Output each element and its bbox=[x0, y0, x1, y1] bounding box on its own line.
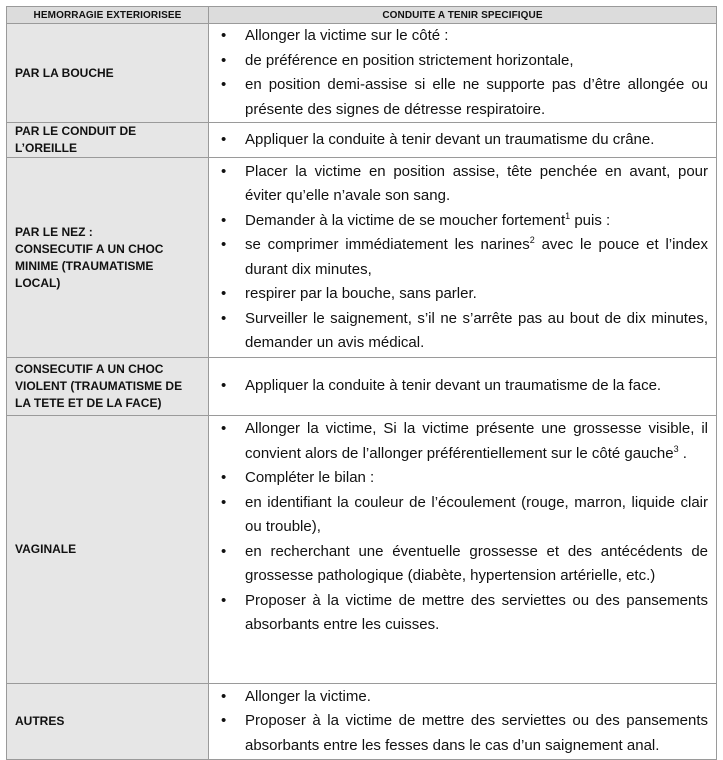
table-row bbox=[7, 416, 717, 684]
list-item: • Surveiller le saignement, s’il ne s’arrête pas au bout de dix minutes, demander un avis médical. bbox=[217, 307, 708, 356]
footnote-ref: 2 bbox=[529, 235, 535, 245]
table-row bbox=[7, 158, 717, 358]
row-label-autres: AUTRES bbox=[7, 684, 209, 760]
list-item: • Proposer à la victime de mettre des serviettes ou des pansements absorbants entre les cuisses. bbox=[217, 589, 708, 638]
list-item: • en identifiant la couleur de l’écoulement (rouge, marron, liquide clair ou trouble), bbox=[217, 491, 708, 540]
row-content-vaginale bbox=[209, 416, 717, 684]
row-content-bouche bbox=[209, 24, 717, 123]
table-row bbox=[7, 684, 717, 760]
row-content-choc-violent bbox=[209, 358, 717, 416]
row-label-oreille: PAR LE CONDUIT DE L’OREILLE bbox=[7, 123, 209, 158]
table-row bbox=[7, 24, 717, 123]
hemorrhage-table bbox=[6, 6, 717, 760]
row-label-bouche: PAR LA BOUCHE bbox=[7, 24, 209, 123]
list-item: • Appliquer la conduite à tenir devant un traumatisme du crâne. bbox=[217, 128, 708, 153]
list-item: • Compléter le bilan : bbox=[217, 466, 708, 491]
list-item: • respirer par la bouche, sans parler. bbox=[217, 282, 708, 307]
list-item: • Appliquer la conduite à tenir devant un traumatisme de la face. bbox=[217, 374, 708, 399]
footnote-ref: 3 bbox=[673, 443, 679, 454]
table-row bbox=[7, 358, 717, 416]
list-item: • Placer la victime en position assise, tête penchée en avant, pour éviter qu’elle n’avale son sang. bbox=[217, 160, 708, 209]
list-item: • Demander à la victime de se moucher fortement$^1$ puis : bbox=[217, 209, 708, 234]
table-row bbox=[7, 123, 717, 158]
list-item: • en position demi-assise si elle ne supporte pas d’être allongée ou présente des signes de détresse respiratoire. bbox=[217, 73, 708, 122]
row-content-oreille bbox=[209, 123, 717, 158]
list-item: • Allonger la victime, Si la victime présente une grossesse visible, il convient alors de l’allonger préférentiellement sur le côté gauche$^3$ . bbox=[217, 417, 708, 466]
list-item: • en recherchant une éventuelle grossesse et des antécédents de grossesse pathologique (diabète, hypertension artérielle, etc.) bbox=[217, 540, 708, 589]
table-header-row bbox=[7, 7, 717, 24]
list-item: • Proposer à la victime de mettre des serviettes ou des pansements absorbants entre les fesses dans le cas d’un saignement anal. bbox=[217, 709, 708, 758]
row-content-autres bbox=[209, 684, 717, 760]
row-content-nez bbox=[209, 158, 717, 358]
label-line: PAR LE NEZ : bbox=[15, 224, 93, 239]
header-hemorrhage: HEMORRAGIE EXTERIORISEE bbox=[7, 7, 209, 24]
list-item: • Allonger la victime. bbox=[217, 685, 708, 710]
row-label-vaginale: VAGINALE bbox=[7, 416, 209, 684]
row-label-nez bbox=[7, 158, 209, 358]
list-item: • se comprimer immédiatement les narines$^2$ avec le pouce et l’index durant dix minutes, bbox=[217, 233, 708, 282]
header-conduct: CONDUITE A TENIR SPECIFIQUE bbox=[209, 7, 717, 24]
list-item: • Allonger la victime sur le côté : bbox=[217, 24, 708, 49]
label-line: CONSECUTIF A UN CHOC MINIME (TRAUMATISME LOCAL) bbox=[15, 241, 164, 290]
list-item: • de préférence en position strictement horizontale, bbox=[217, 49, 708, 74]
footnote-ref: 1 bbox=[565, 210, 571, 221]
row-label-choc-violent: CONSECUTIF A UN CHOC VIOLENT (TRAUMATISME DE LA TETE ET DE LA FACE) bbox=[7, 358, 209, 416]
